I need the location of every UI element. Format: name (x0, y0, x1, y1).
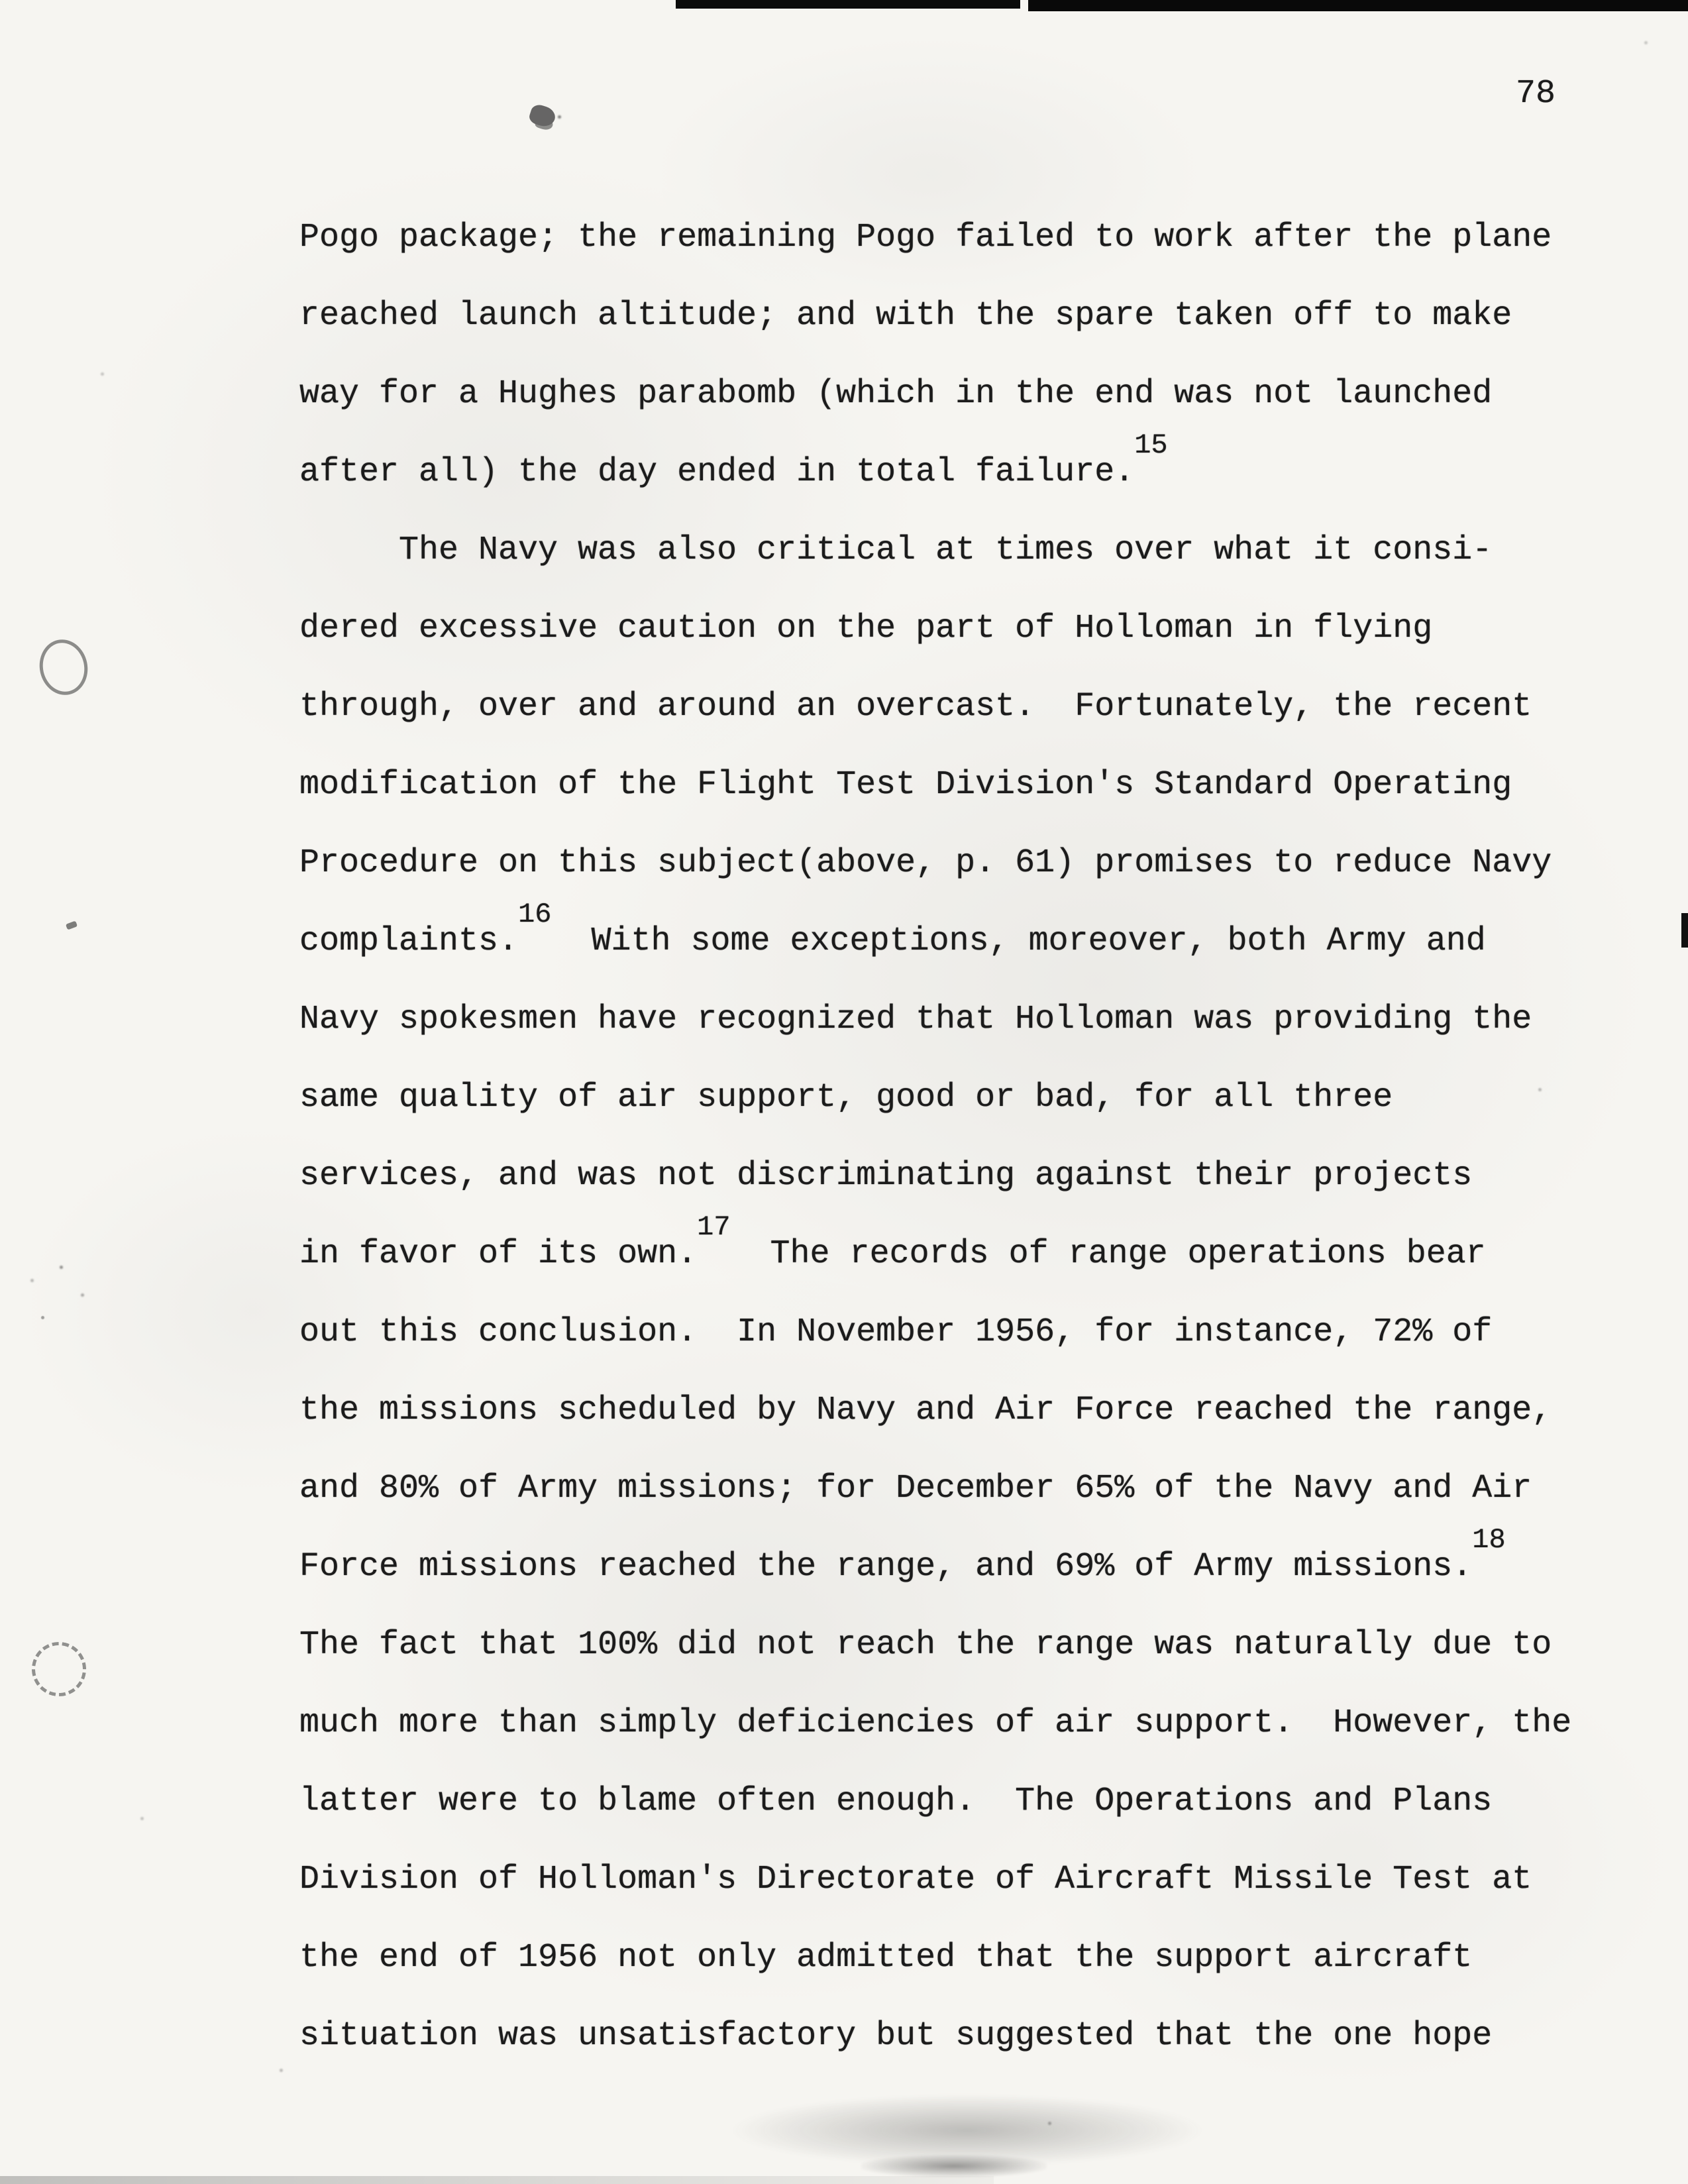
text-line (299, 277, 1611, 355)
text-line (299, 1137, 1611, 1215)
text-line (299, 1684, 1611, 1763)
text-segment: same quality of air support, good or bad, for all three (299, 1079, 1393, 1117)
text-segment: services, and was not discriminating against their projects (299, 1157, 1473, 1195)
scan-artifact-hole-mark (34, 635, 93, 699)
text-segment: modification of the Flight Test Division's Standard Operating (299, 766, 1512, 804)
text-segment: latter were to blame often enough. The Operations and Plans (299, 1782, 1493, 1820)
scan-artifact-edge-shade (0, 2176, 994, 2184)
text-segment: way for a Hughes parabomb (which in the end was not launched (299, 375, 1493, 413)
text-line (299, 981, 1611, 1059)
scan-artifact-tick (66, 921, 78, 930)
text-line (299, 199, 1611, 277)
footnote-ref: 17 (697, 1211, 731, 1244)
text-line (299, 1372, 1611, 1450)
scan-artifact-edge-mark (1681, 913, 1688, 948)
text-line (299, 590, 1611, 668)
text-line (299, 1293, 1611, 1372)
text-segment: complaints. (299, 922, 519, 960)
text-line (299, 668, 1611, 746)
scan-artifact-smudge (527, 103, 557, 129)
text-segment: Procedure on this subject(above, p. 61) promises to reduce Navy (299, 844, 1552, 882)
text-line (299, 1997, 1611, 2075)
text-segment: The Navy was also critical at times over what it consi- (399, 531, 1493, 569)
text-line (299, 1450, 1611, 1528)
text-line (299, 1919, 1611, 1997)
text-segment: With some exceptions, moreover, both Army and (551, 922, 1486, 960)
text-segment: much more than simply deficiencies of air support. However, the (299, 1704, 1572, 1742)
text-segment: through, over and around an overcast. Fortunately, the recent (299, 688, 1532, 726)
text-segment: The fact that 100% did not reach the range was naturally due to (299, 1626, 1552, 1664)
text-segment: Navy spokesmen have recognized that Holloman was providing the (299, 1001, 1532, 1038)
text-segment: the end of 1956 not only admitted that the support aircraft (299, 1939, 1473, 1977)
scan-artifact-top-bar (1028, 0, 1688, 11)
scan-artifact-smudge (861, 2155, 1047, 2177)
text-line (299, 1841, 1611, 1919)
footnote-ref: 15 (1134, 429, 1168, 462)
text-segment: Force missions reached the range, and 69% of Army missions. (299, 1548, 1473, 1586)
text-segment: dered excessive caution on the part of Holloman in flying (299, 610, 1433, 647)
footnote-ref: 16 (518, 899, 552, 931)
text-line (299, 824, 1611, 902)
document-body (299, 199, 1611, 2075)
footnote-ref: 18 (1472, 1524, 1506, 1556)
text-segment: Pogo package; the remaining Pogo failed to work after the plane (299, 219, 1552, 256)
text-segment: The records of range operations bear (730, 1235, 1486, 1273)
scan-artifact-top-bar (676, 0, 1020, 9)
text-line (299, 512, 1611, 590)
text-segment: the missions scheduled by Navy and Air Force reached the range, (299, 1392, 1552, 1429)
text-line (299, 899, 1611, 981)
scan-artifact-hole-mark (28, 1639, 90, 1700)
text-line (299, 1059, 1611, 1137)
page-number: 78 (1516, 75, 1556, 113)
text-line (299, 1524, 1611, 1606)
text-segment: reached launch altitude; and with the spare taken off to make (299, 297, 1512, 335)
text-line (299, 429, 1611, 512)
text-line (299, 1211, 1611, 1293)
text-line (299, 1763, 1611, 1841)
text-segment: in favor of its own. (299, 1235, 698, 1273)
text-segment: Division of Holloman's Directorate of Aircraft Missile Test at (299, 1861, 1532, 1898)
text-segment: and 80% of Army missions; for December 65% of the Navy and Air (299, 1470, 1532, 1507)
scan-artifact-specks (0, 0, 3, 3)
text-line (299, 1606, 1611, 1684)
text-line (299, 355, 1611, 433)
text-segment: after all) the day ended in total failure. (299, 453, 1135, 491)
text-line (299, 746, 1611, 824)
text-segment: situation was unsatisfactory but suggested that the one hope (299, 2017, 1493, 2055)
text-segment: out this conclusion. In November 1956, for instance, 72% of (299, 1313, 1493, 1351)
